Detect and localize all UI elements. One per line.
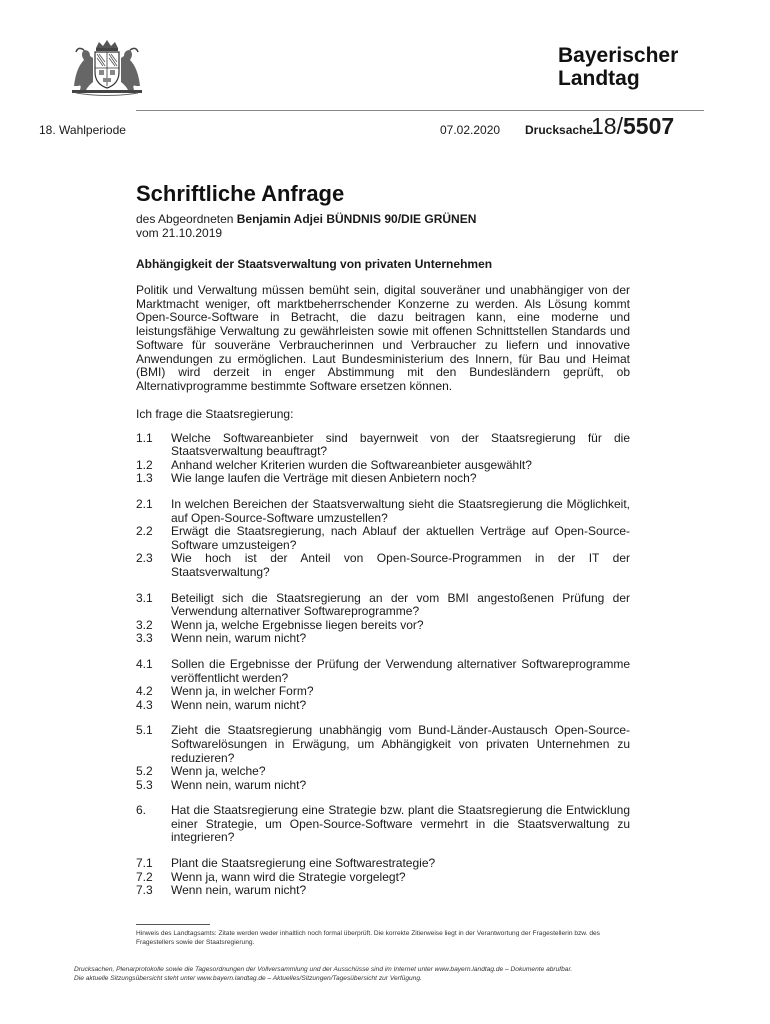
- question-text: Erwägt die Staatsregierung, nach Ablauf der aktuellen Verträge auf Open-Source-Software umzusteigen?: [171, 524, 630, 552]
- question-number: 7.2: [136, 869, 153, 884]
- submission-date: vom 21.10.2019: [136, 226, 223, 240]
- question-item: [136, 592, 630, 619]
- question-item: [136, 658, 630, 685]
- question-item: [136, 432, 630, 459]
- question-text: Wenn nein, warum nicht?: [171, 631, 307, 646]
- question-text: Wenn ja, welche Ergebnisse liegen bereits vor?: [171, 617, 424, 632]
- question-group: [136, 592, 630, 646]
- question-text: Anhand welcher Kriterien wurden die Softwareanbieter ausgewählt?: [171, 457, 532, 472]
- question-number: 5.3: [136, 777, 153, 792]
- question-text: Plant die Staatsregierung eine Softwarestrategie?: [171, 856, 436, 871]
- footnote: Hinweis des Landtagsamts: Zitate werden weder inhaltlich noch formal überprüft. Die korrekte Zitierweise liegt in der Verantwortung der Fragestellerin bzw. des Fragestellers sowie der Staatsregierung.: [136, 930, 600, 946]
- question-number: 1.2: [136, 457, 153, 472]
- landtag-brand: [558, 44, 678, 90]
- question-text: Zieht die Staatsregierung unabhängig vom Bund-Länder-Austausch Open-Source-Softwarelösungen in Erwägung, um Abhängigkeit von privaten Unternehmen zu reduzieren?: [171, 723, 630, 765]
- footnote-rule: [136, 924, 210, 925]
- question-number: 4.3: [136, 697, 153, 712]
- intro-paragraph: Politik und Verwaltung müssen bemüht sein, digital souveräner und unabhängiger von der Marktmacht weniger, oft marktbeherrschender Konzerne zu werden. Als Lösung kommt Open-Source-Software in Betracht, die dazu beitragen kann, eine moderne und leistungsfähige Verwaltung zu gewährleisten sowie mit offenen Schnittstellen Standards und Software für souveräne Verbraucherinnen und Verbraucher zu liefern und innovative Anwendungen zu ermöglichen. Laut Bundesministerium des Innern, für Bau und Heimat (BMI) wird derzeit in enger Abstimmung mit den Bundesländern geprüft, ob Alternativprogramme bestimmte Software ersetzen können.: [136, 283, 630, 393]
- question-text: Wenn nein, warum nicht?: [171, 883, 307, 898]
- drucksache-prefix: 18/: [591, 113, 623, 139]
- question-item: [136, 632, 630, 646]
- question-lead: Ich frage die Staatsregierung:: [136, 406, 294, 421]
- question-number: 2.3: [136, 551, 153, 566]
- question-number: 1.3: [136, 471, 153, 486]
- question-number: 6.: [136, 803, 147, 818]
- document-title: Schriftliche Anfrage: [136, 181, 345, 206]
- question-group: [136, 724, 630, 792]
- question-text: Wenn nein, warum nicht?: [171, 777, 307, 792]
- question-text: Wenn ja, welche?: [171, 764, 266, 779]
- question-item: [136, 498, 630, 525]
- question-number: 7.1: [136, 856, 153, 871]
- question-group: [136, 658, 630, 712]
- question-text: Hat die Staatsregierung eine Strategie bzw. plant die Staatsregierung die Entwicklung einer Strategie, um Open-Source-Software vermehrt in die Staatsverwaltung zu integrieren?: [171, 803, 630, 845]
- brand-line-2: Landtag: [558, 67, 640, 90]
- drucksache-id: 5507: [622, 113, 675, 139]
- question-text: Wenn ja, wann wird die Strategie vorgelegt?: [171, 869, 406, 884]
- page-footer: [74, 965, 694, 983]
- question-group: [136, 432, 630, 486]
- question-text: Welche Softwareanbieter sind bayernweit von der Staatsregierung für die Staatsverwaltung beauftragt?: [171, 430, 630, 459]
- question-item: [136, 804, 630, 845]
- document-body: [136, 180, 630, 910]
- question-text: Wie lange laufen die Verträge mit diesen Anbietern noch?: [171, 471, 477, 486]
- question-item: [136, 857, 630, 871]
- question-text: In welchen Bereichen der Staatsverwaltung sieht die Staatsregierung die Möglichkeit, auf Open-Source-Software umzustellen?: [171, 497, 630, 525]
- question-number: 2.2: [136, 524, 153, 539]
- question-item: [136, 884, 630, 898]
- wahlperiode: 18. Wahlperiode: [39, 123, 126, 137]
- question-list: [136, 432, 630, 898]
- author-prefix: des Abgeordneten: [136, 212, 237, 226]
- question-text: Beteiligt sich die Staatsregierung an der vom BMI angestoßenen Prüfung der Verwendung alternativer Softwareprogramme?: [171, 590, 630, 619]
- question-group: [136, 498, 630, 580]
- header-rule: [136, 110, 704, 111]
- author-name: Benjamin Adjei BÜNDNIS 90/DIE GRÜNEN: [236, 212, 477, 226]
- drucksache-number: [591, 113, 674, 140]
- footer-line-1: Drucksachen, Plenarprotokolle sowie die Tagesordnungen der Vollversammlung und der Ausschüsse sind im Internet unter www.bayern.landtag.de – Dokumente abrufbar.: [74, 966, 573, 973]
- question-number: 4.2: [136, 684, 153, 699]
- question-group: [136, 857, 630, 898]
- question-item: [136, 525, 630, 552]
- question-number: 4.1: [136, 656, 153, 671]
- question-number: 1.1: [136, 430, 153, 445]
- question-item: [136, 871, 630, 885]
- subject-heading: Abhängigkeit der Staatsverwaltung von privaten Unternehmen: [136, 257, 493, 271]
- question-number: 5.2: [136, 764, 153, 779]
- author-line: [136, 212, 630, 226]
- question-number: 3.2: [136, 617, 153, 632]
- question-number: 2.1: [136, 497, 153, 511]
- footer-line-2: Die aktuelle Sitzungsübersicht steht unter www.bayern.landtag.de – Aktuelles/Sitzungen/Tagesübersicht zur Verfügung.: [74, 975, 422, 982]
- question-number: 7.3: [136, 883, 153, 898]
- question-item: [136, 724, 630, 765]
- question-item: [136, 619, 630, 633]
- document-date: 07.02.2020: [440, 123, 501, 137]
- question-number: 3.1: [136, 590, 153, 605]
- question-group: [136, 804, 630, 845]
- question-text: Wenn nein, warum nicht?: [171, 697, 307, 712]
- bavarian-coat-of-arms-icon: [66, 38, 148, 96]
- drucksache-label: Drucksache: [525, 123, 594, 137]
- question-item: [136, 765, 630, 779]
- question-number: 3.3: [136, 631, 153, 646]
- question-text: Sollen die Ergebnisse der Prüfung der Verwendung alternativer Softwareprogramme veröffentlicht werden?: [171, 656, 630, 685]
- question-item: [136, 685, 630, 699]
- question-item: [136, 459, 630, 473]
- question-item: [136, 779, 630, 793]
- brand-line-1: Bayerischer: [558, 44, 679, 67]
- question-text: Wenn ja, in welcher Form?: [171, 684, 314, 699]
- question-text: Wie hoch ist der Anteil von Open-Source-Programmen in der IT der Staatsverwaltung?: [171, 551, 630, 579]
- question-item: [136, 699, 630, 713]
- question-item: [136, 552, 630, 579]
- question-item: [136, 472, 630, 486]
- question-number: 5.1: [136, 723, 153, 738]
